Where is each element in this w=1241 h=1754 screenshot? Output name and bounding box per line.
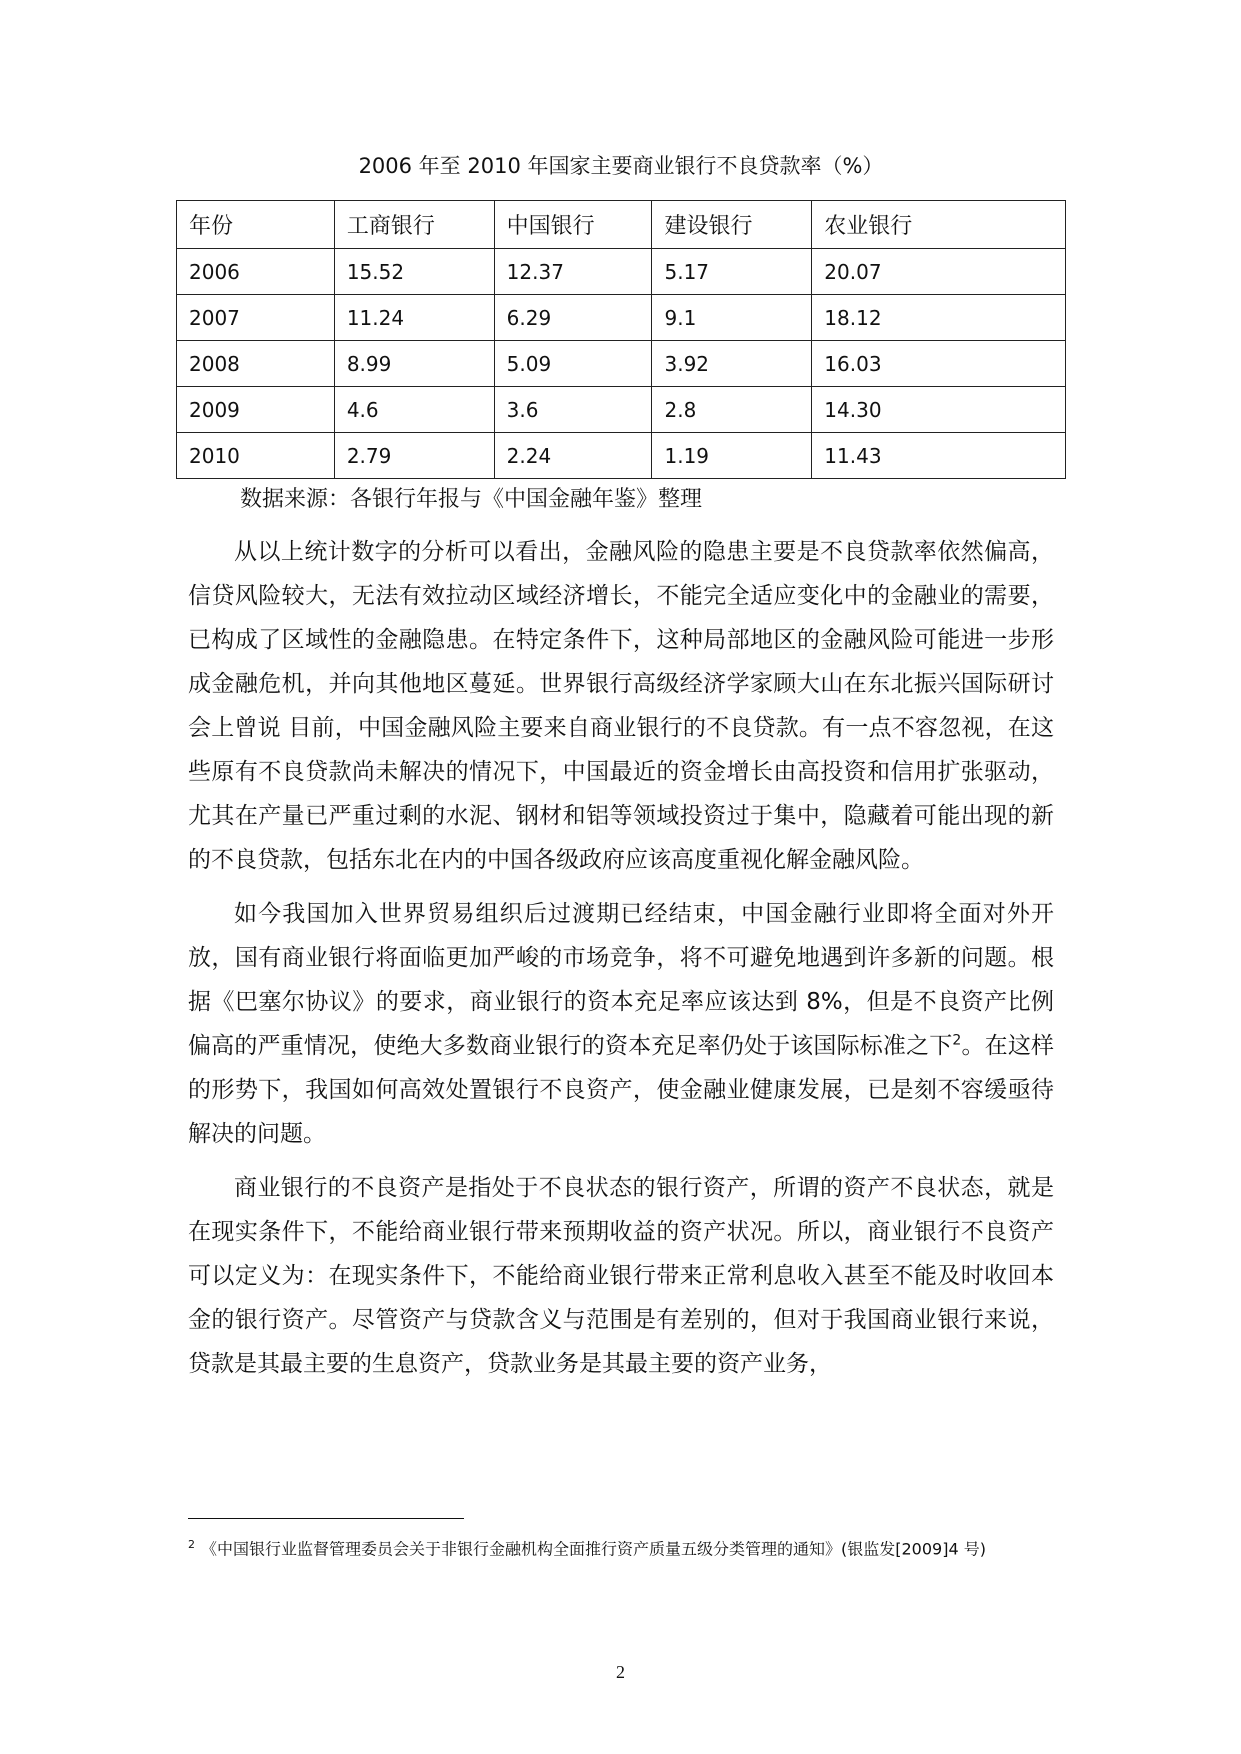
table-cell: 4.6	[334, 387, 494, 433]
table-row	[177, 387, 1066, 433]
table-row	[177, 341, 1066, 387]
table-cell: 11.24	[334, 295, 494, 341]
footnote-reference[interactable]: 2	[952, 1032, 962, 1049]
table-cell: 3.6	[494, 387, 652, 433]
column-header: 年份	[177, 201, 335, 249]
table-cell: 2.79	[334, 433, 494, 479]
paragraph-text: 。在这样的形势下，我国如何高效处置银行不良资产，使金融业健康发展，已是刻不容缓亟待解决的问题。	[188, 1033, 1055, 1147]
table-row	[177, 433, 1066, 479]
table-cell: 1.19	[652, 433, 812, 479]
table-cell: 5.17	[652, 249, 812, 295]
table-source-note: 数据来源：各银行年报与《中国金融年鉴》整理	[240, 487, 703, 512]
footnote-number: 2	[188, 1538, 195, 1551]
table-cell: 2006	[177, 249, 335, 295]
table-title: 2006 年至 2010 年国家主要商业银行不良贷款率（%）	[358, 154, 884, 178]
table-cell: 2007	[177, 295, 335, 341]
table-cell: 20.07	[812, 249, 1066, 295]
column-header: 建设银行	[652, 201, 812, 249]
column-header: 工商银行	[334, 201, 494, 249]
table-row	[177, 295, 1066, 341]
footnote	[188, 1531, 1054, 1563]
paragraph: 商业银行的不良资产是指处于不良状态的银行资产，所谓的资产不良状态，就是在现实条件下，不能给商业银行带来预期收益的资产状况。所以，商业银行不良资产可以定义为：在现实条件下，不能给商业银行带来正常利息收入甚至不能及时收回本金的银行资产。尽管资产与贷款含义与范围是有差别的，但对于我国商业银行来说，贷款是其最主要的生息资产，贷款业务是其最主要的资产业务，	[188, 1175, 1054, 1377]
page-number: 2	[616, 1662, 625, 1682]
npl-rate-table	[176, 200, 1066, 479]
paragraph-text: 如今我国加入世界贸易组织后过渡期已经结束，中国金融行业即将全面对外开放，国有商业银行将面临更加严峻的市场竞争，将不可避免地遇到许多新的问题。根据《巴塞尔协议》的要求，商业银行的资本充足率应该达到 8%，但是不良资产比例偏高的严重情况，使绝大多数商业银行的资本充足率仍处于该国际标准之下	[188, 901, 1054, 1059]
table-cell: 5.09	[494, 341, 652, 387]
paragraph	[188, 892, 1054, 1156]
paragraph: 从以上统计数字的分析可以看出，金融风险的隐患主要是不良贷款率依然偏高，信贷风险较大，无法有效拉动区域经济增长，不能完全适应变化中的金融业的需要，已构成了区域性的金融隐患。在特定条件下，这种局部地区的金融风险可能进一步形成金融危机，并向其他地区蔓延。世界银行高级经济学家顾大山在东北振兴国际研讨会上曾说 目前，中国金融风险主要来自商业银行的不良贷款。有一点不容忽视，在这些原有不良贷款尚未解决的情况下，中国最近的资金增长由高投资和信用扩张驱动，尤其在产量已严重过剩的水泥、钢材和铝等领域投资过于集中，隐藏着可能出现的新的不良贷款，包括东北在内的中国各级政府应该高度重视化解金融风险。	[188, 539, 1054, 873]
table-cell: 2009	[177, 387, 335, 433]
table-cell: 15.52	[334, 249, 494, 295]
table-cell: 8.99	[334, 341, 494, 387]
column-header: 农业银行	[812, 201, 1066, 249]
table-cell: 14.30	[812, 387, 1066, 433]
table-cell: 6.29	[494, 295, 652, 341]
column-header: 中国银行	[494, 201, 652, 249]
table-cell: 9.1	[652, 295, 812, 341]
table-cell: 18.12	[812, 295, 1066, 341]
table-cell: 2008	[177, 341, 335, 387]
table-cell: 11.43	[812, 433, 1066, 479]
footnote-text: 《中国银行业监督管理委员会关于非银行金融机构全面推行资产质量五级分类管理的通知》(银监发[2009]4 号)	[201, 1539, 986, 1559]
table-cell: 3.92	[652, 341, 812, 387]
table-row	[177, 249, 1066, 295]
table-cell: 2.8	[652, 387, 812, 433]
body-text	[188, 530, 1054, 1396]
table-cell: 12.37	[494, 249, 652, 295]
table-cell: 2010	[177, 433, 335, 479]
table-cell: 16.03	[812, 341, 1066, 387]
table-header-row	[177, 201, 1066, 249]
table-cell: 2.24	[494, 433, 652, 479]
footnote-divider	[188, 1518, 464, 1519]
